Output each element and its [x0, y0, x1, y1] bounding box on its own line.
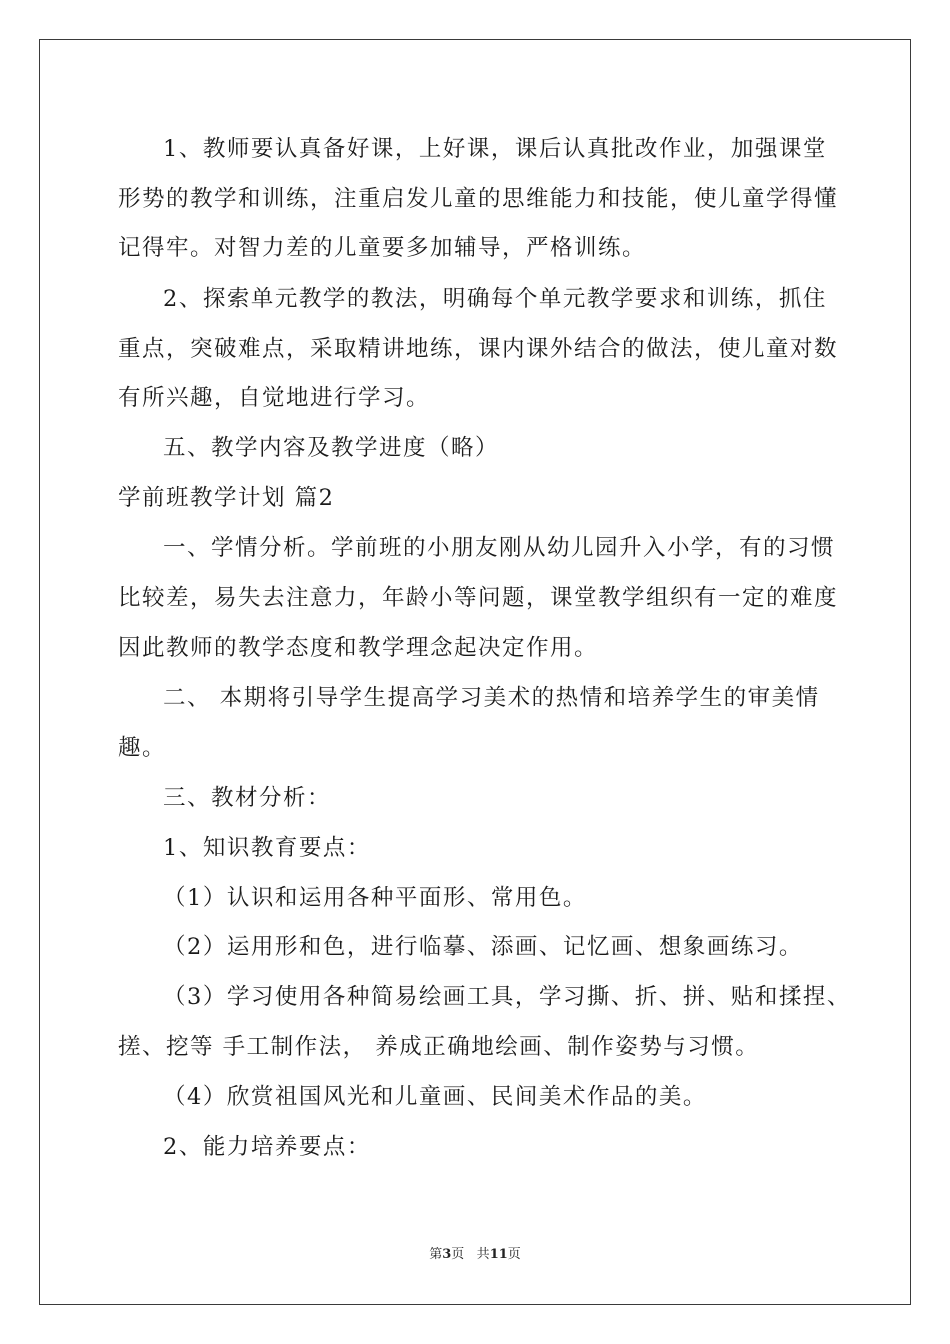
section-heading: 三、教材分析：	[163, 785, 332, 811]
page-unit: 页	[451, 1247, 465, 1262]
list-item: （4）欣赏祖国风光和儿童画、民间美术作品的美。	[163, 1084, 707, 1110]
list-item: （1）认识和运用各种平面形、常用色。	[163, 885, 587, 911]
paragraph-line: 二、 本期将引导学生提高学习美术的热情和培养学生的审美情	[163, 685, 820, 711]
page-footer	[0, 1247, 950, 1263]
paragraph-line: 有所兴趣，自觉地进行学习。	[118, 385, 431, 411]
paragraph-line: 比较差，易失去注意力，年龄小等问题，课堂教学组织有一定的难度	[118, 585, 839, 611]
subsection-heading: 2、能力培养要点：	[163, 1134, 371, 1160]
paragraph-line: 一、学情分析。学前班的小朋友刚从幼儿园升入小学，有的习惯	[163, 535, 836, 561]
list-item: （3）学习使用各种简易绘画工具，学习撕、折、拼、贴和揉捏、	[163, 984, 851, 1010]
paragraph-line: 因此教师的教学态度和教学理念起决定作用。	[118, 635, 599, 661]
total-unit: 页	[507, 1247, 521, 1262]
list-item: （2）运用形和色，进行临摹、添画、记忆画、想象画练习。	[163, 934, 803, 960]
section-heading: 五、教学内容及教学进度（略）	[163, 435, 500, 461]
page-border	[39, 39, 911, 1305]
subsection-heading: 1、知识教育要点：	[163, 835, 371, 861]
paragraph-line: 重点，突破难点，采取精讲地练，课内课外结合的做法，使儿童对数	[118, 336, 839, 362]
paragraph-line: 记得牢。对智力差的儿童要多加辅导，严格训练。	[118, 235, 647, 261]
total-prefix: 共	[476, 1247, 490, 1262]
paragraph-line: 形势的教学和训练，注重启发儿童的思维能力和技能，使儿童学得懂	[118, 186, 839, 212]
page-prefix: 第	[429, 1247, 443, 1262]
paragraph-line: 2、探索单元教学的教法，明确每个单元教学要求和训练，抓住	[163, 286, 827, 312]
current-page-number: 3	[442, 1247, 452, 1262]
paragraph-line: 1、教师要认真备好课，上好课，课后认真批改作业，加强课堂	[163, 136, 827, 162]
total-page-number: 11	[489, 1247, 508, 1262]
paragraph-line: 趣。	[118, 735, 167, 761]
list-item: 搓、挖等 手工制作法， 养成正确地绘画、制作姿势与习惯。	[118, 1034, 760, 1060]
document-heading: 学前班教学计划 篇2	[118, 485, 335, 511]
